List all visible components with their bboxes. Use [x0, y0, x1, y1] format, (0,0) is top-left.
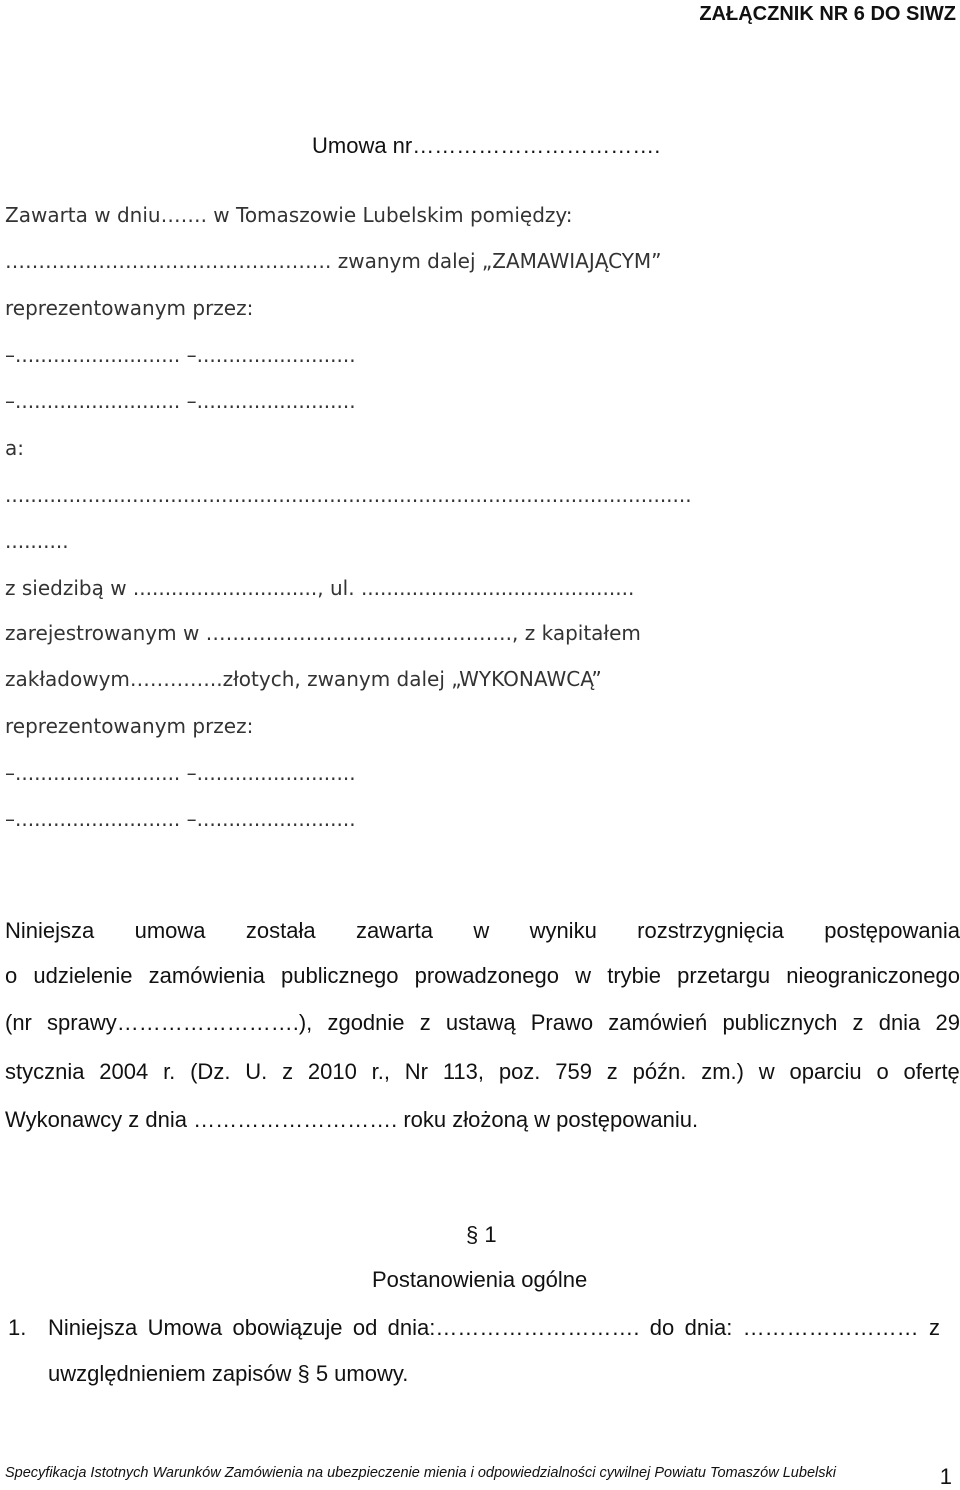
word: publicznych: [722, 1010, 838, 1035]
section-number: § 1: [466, 1222, 497, 1247]
word: dnia:……………………….: [387, 1315, 640, 1340]
word: obowiązuje: [232, 1315, 343, 1340]
word: Umowa: [147, 1315, 223, 1340]
word: wyniku: [529, 918, 597, 943]
word: r.,: [371, 1059, 390, 1084]
word: nieograniczonego: [786, 963, 960, 988]
intro-line: zarejestrowanym w ………………………………………., z kapitałem: [5, 621, 641, 645]
list-item-line: [48, 1314, 940, 1342]
word: o: [5, 963, 18, 988]
word: zgodnie: [327, 1010, 405, 1035]
intro-line: –.......................... –.........................: [5, 807, 356, 831]
word: 113,: [442, 1059, 485, 1084]
word: w: [758, 1059, 775, 1084]
preamble-row: [5, 1058, 960, 1086]
list-item-line: uwzględnieniem zapisów § 5 umowy.: [48, 1361, 409, 1386]
word: umowa: [134, 918, 206, 943]
word: zm.): [701, 1059, 744, 1084]
intro-line: –.......................... –.........................: [5, 761, 356, 785]
preamble-row: [5, 917, 960, 945]
word: 759: [555, 1059, 592, 1084]
word: (Dz.: [190, 1059, 231, 1084]
word: od: [352, 1315, 378, 1340]
contract-title: Umowa nr…………………………….: [312, 133, 661, 158]
word: Niniejsza: [5, 918, 95, 943]
intro-line: ..........: [5, 529, 69, 553]
word: sprawy…………………….),: [47, 1010, 313, 1035]
word: Prawo: [530, 1010, 594, 1035]
word: Niniejsza: [48, 1315, 138, 1340]
word: publicznego: [281, 963, 399, 988]
word: zawarta: [355, 918, 433, 943]
word: została: [245, 918, 316, 943]
word: (nr: [5, 1010, 32, 1035]
intro-line: reprezentowanym przez:: [5, 296, 254, 320]
word: poz.: [498, 1059, 541, 1084]
intro-line: –.......................... –.........................: [5, 389, 356, 413]
intro-line: z siedzibą w ............................., ul. ...........................................: [5, 576, 635, 600]
intro-line: zakładowym…………..złotych, zwanym dalej „WYKONAWCĄ”: [5, 667, 602, 691]
word: z: [282, 1059, 294, 1084]
word: z: [606, 1059, 618, 1084]
word: ofertę: [903, 1059, 960, 1084]
word: ……………………: [742, 1315, 919, 1340]
word: w: [575, 963, 592, 988]
word: 2010: [307, 1059, 357, 1084]
intro-line: Zawarta w dniu……. w Tomaszowie Lubelskim pomiędzy:: [5, 203, 573, 227]
footer-text: Specyfikacja Istotnych Warunków Zamówienia na ubezpieczenie mienia i odpowiedzialności cywilnej Powiatu Tomaszów Lubelski: [5, 1465, 836, 1481]
word: U.: [245, 1059, 268, 1084]
list-item-number: 1.: [8, 1315, 27, 1340]
word: Nr: [404, 1059, 429, 1084]
word: z: [852, 1010, 864, 1035]
word: z: [419, 1010, 431, 1035]
word: trybie: [607, 963, 661, 988]
word: w: [473, 918, 490, 943]
word: rozstrzygnięcia: [637, 918, 784, 943]
word: dnia:: [684, 1315, 733, 1340]
word: 2004: [99, 1059, 149, 1084]
intro-line: a:: [5, 436, 24, 460]
word: do: [649, 1315, 675, 1340]
intro-line: reprezentowanym przez:: [5, 714, 254, 738]
word: oparciu: [789, 1059, 862, 1084]
word: r.: [163, 1059, 176, 1084]
word: późn.: [632, 1059, 687, 1084]
annex-header: ZAŁĄCZNIK NR 6 DO SIWZ: [699, 3, 956, 25]
word: dnia: [878, 1010, 921, 1035]
intro-line: …………………………………………. zwanym dalej „ZAMAWIAJĄCYM”: [5, 249, 662, 273]
word: przetargu: [677, 963, 771, 988]
section-heading: Postanowienia ogólne: [372, 1267, 588, 1292]
word: zamówienia: [148, 963, 265, 988]
word: z: [928, 1315, 940, 1340]
word: 29: [935, 1010, 960, 1035]
word: o: [876, 1059, 889, 1084]
preamble-row: [5, 962, 960, 990]
page-number: 1: [939, 1464, 952, 1489]
word: zamówień: [608, 1010, 708, 1035]
word: stycznia: [5, 1059, 85, 1084]
word: prowadzonego: [414, 963, 559, 988]
intro-line: –.......................... –.........................: [5, 343, 356, 367]
word: ustawą: [445, 1010, 516, 1035]
preamble-row: [5, 1009, 960, 1037]
word: udzielenie: [33, 963, 133, 988]
word: postępowania: [824, 918, 960, 943]
preamble-row: Wykonawcy z dnia ………………………. roku złożoną w postępowaniu.: [5, 1107, 699, 1132]
intro-line: ............................................................................................................: [5, 483, 692, 507]
